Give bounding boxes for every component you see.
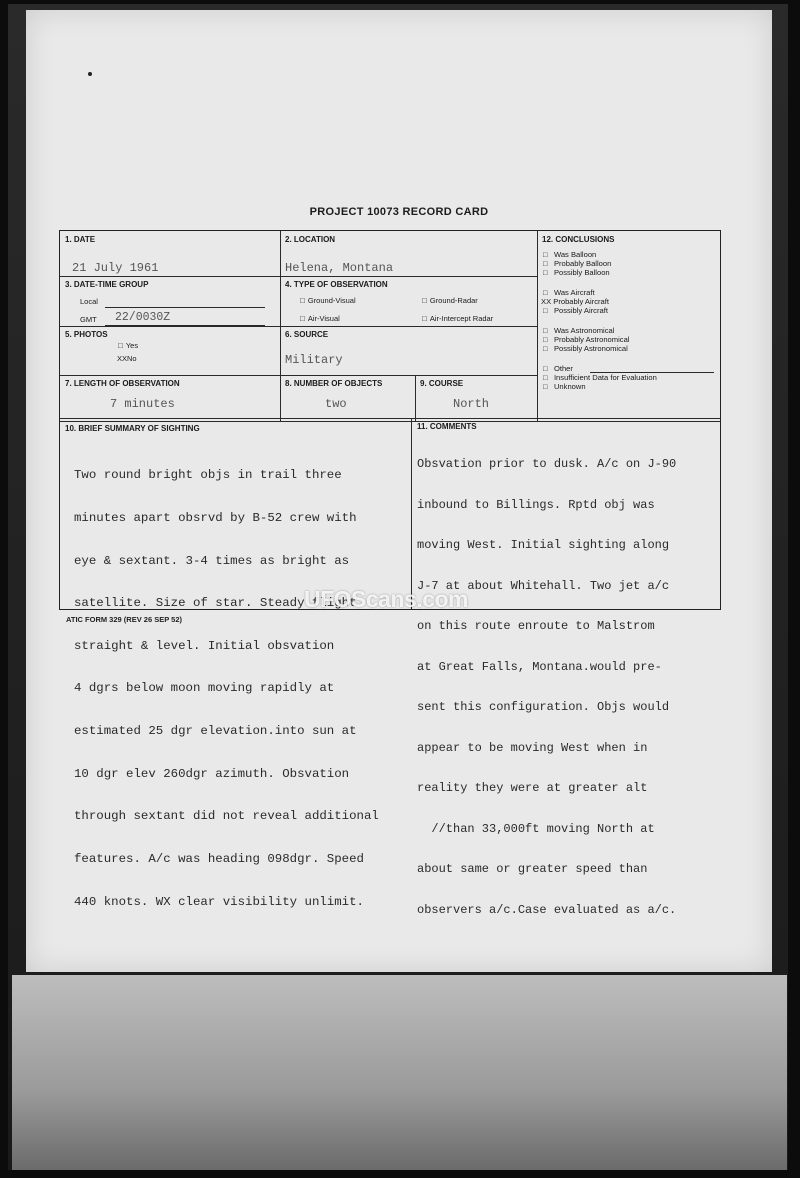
card-title: PROJECT 10073 RECORD CARD: [309, 206, 489, 218]
photos-no-row: [117, 354, 137, 363]
conclusion-item: [543, 335, 630, 344]
checkbox-icon: □: [543, 364, 548, 373]
checkbox-icon: □: [543, 268, 548, 277]
summary-text: [74, 440, 379, 937]
conclusion-text: Probably Balloon: [553, 259, 612, 268]
conclusion-item: [543, 259, 611, 268]
summary-line: features. A/c was heading 098dgr. Speed: [74, 851, 364, 866]
grid-line: [537, 231, 538, 421]
checkbox-icon: □: [543, 326, 548, 335]
grid-line: [60, 421, 720, 422]
form-number: ATIC FORM 329 (REV 26 SEP 52): [66, 615, 183, 624]
type-of-observation-label: 4. TYPE OF OBSERVATION: [285, 280, 388, 289]
number-of-objects-label: 8. NUMBER OF OBJECTS: [285, 379, 383, 388]
conclusion-item: [543, 344, 628, 353]
comment-line: sent this configuration. Objs would: [417, 700, 670, 714]
date-value: 21 July 1961: [72, 261, 159, 275]
comment-line: Obsvation prior to dusk. A/c on J-90: [417, 457, 677, 471]
conclusion-text: Was Balloon: [553, 250, 597, 259]
watermark: UFOScans.com: [304, 586, 468, 612]
number-of-objects-value: two: [325, 397, 347, 411]
checkbox-icon: □: [543, 306, 548, 315]
date-label: 1. DATE: [65, 235, 96, 244]
conclusion-text: Possibly Astronomical: [553, 344, 628, 353]
option-air-intercept-radar: □ Air-Intercept Radar: [422, 314, 493, 323]
photos-no-mark: XX: [117, 354, 128, 363]
comment-line: on this route enroute to Malstrom: [417, 619, 655, 633]
comment-line: inbound to Billings. Rptd obj was: [417, 497, 655, 512]
conclusion-text: Unknown: [553, 382, 586, 391]
gmt-value: 22/0030Z: [115, 311, 171, 324]
conclusion-item-checked: [541, 297, 609, 306]
summary-label: 10. BRIEF SUMMARY OF SIGHTING: [65, 424, 200, 433]
dust-speck: [88, 72, 92, 76]
location-label: 2. LOCATION: [285, 235, 336, 244]
length-of-observation-label: 7. LENGTH OF OBSERVATION: [65, 379, 180, 388]
grid-line: [280, 231, 281, 421]
comments-label: 11. COMMENTS: [417, 422, 477, 431]
option-air-visual: □ Air-Visual: [300, 314, 340, 323]
conclusion-text: Other: [553, 364, 573, 373]
photos-no: No: [127, 354, 137, 363]
local-label: Local: [80, 297, 98, 306]
gmt-label: GMT: [80, 315, 97, 324]
grid-line: [60, 375, 537, 376]
summary-line: straight & level. Initial obsvation: [74, 638, 335, 653]
summary-line: through sextant did not reveal additional: [74, 809, 379, 824]
summary-line: 10 dgr elev 260dgr azimuth. Obsvation: [74, 766, 350, 781]
summary-line: 440 knots. WX clear visibility unlimit.: [74, 894, 364, 909]
paper-shadow: [12, 975, 787, 1170]
conclusion-item: [543, 288, 595, 297]
comment-line: at Great Falls, Montana.would pre-: [417, 659, 662, 674]
conclusion-item: [543, 326, 614, 335]
comment-line: moving West. Initial sighting along: [417, 538, 670, 552]
checkbox-icon: □: [543, 335, 548, 344]
conclusions-label: 12. CONCLUSIONS: [542, 235, 615, 244]
photos-yes: □ Yes: [118, 341, 138, 350]
grid-line: [411, 419, 412, 609]
grid-line: [415, 375, 416, 421]
comment-line: appear to be moving West when in: [417, 740, 648, 755]
source-label: 6. SOURCE: [285, 330, 329, 339]
course-value: North: [453, 397, 490, 411]
grid-line: [60, 326, 537, 327]
comment-line: J-7 at about Whitehall. Two jet a/c: [417, 578, 670, 593]
summary-line: satellite. Size of star. Steady flight: [74, 596, 357, 611]
checkbox-icon: □: [543, 259, 548, 268]
summary-line: Two round bright objs in trail three: [74, 468, 342, 483]
comments-text: [417, 431, 676, 944]
summary-line: minutes apart obsrvd by B-52 crew with: [74, 511, 357, 526]
conclusion-item: [543, 382, 586, 391]
summary-line: estimated 25 dgr elevation.into sun at: [74, 724, 357, 739]
comment-line: about same or greater speed than: [417, 862, 648, 876]
conclusion-item: [543, 373, 657, 382]
checkbox-icon: □: [543, 344, 548, 353]
location-value: Helena, Montana: [285, 261, 394, 275]
checkbox-icon: □: [543, 288, 548, 297]
grid-line: [60, 418, 720, 419]
course-label: 9. COURSE: [420, 379, 464, 388]
conclusion-text: Probably Astronomical: [553, 335, 630, 344]
photos-label: 5. PHOTOS: [65, 330, 108, 339]
length-of-observation-value: 7 minutes: [110, 397, 175, 411]
comment-line: observers a/c.Case evaluated as a/c.: [417, 902, 677, 917]
local-underline: [105, 307, 265, 308]
conclusion-text: Possibly Aircraft: [553, 306, 608, 315]
conclusion-text: Was Astronomical: [553, 326, 615, 335]
option-ground-visual: □ Ground-Visual: [300, 296, 356, 305]
comment-line: reality they were at greater alt: [417, 781, 648, 795]
checkbox-icon: □: [543, 250, 548, 259]
gmt-underline: [105, 325, 265, 326]
option-ground-radar: □ Ground-Radar: [422, 296, 478, 305]
conclusion-text: Was Aircraft: [553, 288, 595, 297]
summary-line: eye & sextant. 3-4 times as bright as: [74, 553, 350, 568]
checked-mark: XX: [541, 297, 552, 306]
conclusion-item: [543, 250, 596, 259]
conclusion-text: Insufficient Data for Evaluation: [553, 373, 657, 382]
summary-line: 4 dgrs below moon moving rapidly at: [74, 681, 335, 696]
conclusion-item: [543, 268, 610, 277]
grid-line: [60, 276, 537, 277]
conclusion-item: [543, 306, 608, 315]
source-value: Military: [285, 353, 343, 367]
conclusion-text: Probably Aircraft: [553, 297, 609, 306]
comment-line: //than 33,000ft moving North at: [417, 821, 655, 836]
record-card: [26, 10, 772, 972]
date-time-group-label: 3. DATE-TIME GROUP: [65, 280, 149, 289]
checkbox-icon: □: [543, 382, 548, 391]
checkbox-icon: □: [543, 373, 548, 382]
conclusion-item: [543, 364, 573, 373]
conclusion-text: Possibly Balloon: [553, 268, 610, 277]
